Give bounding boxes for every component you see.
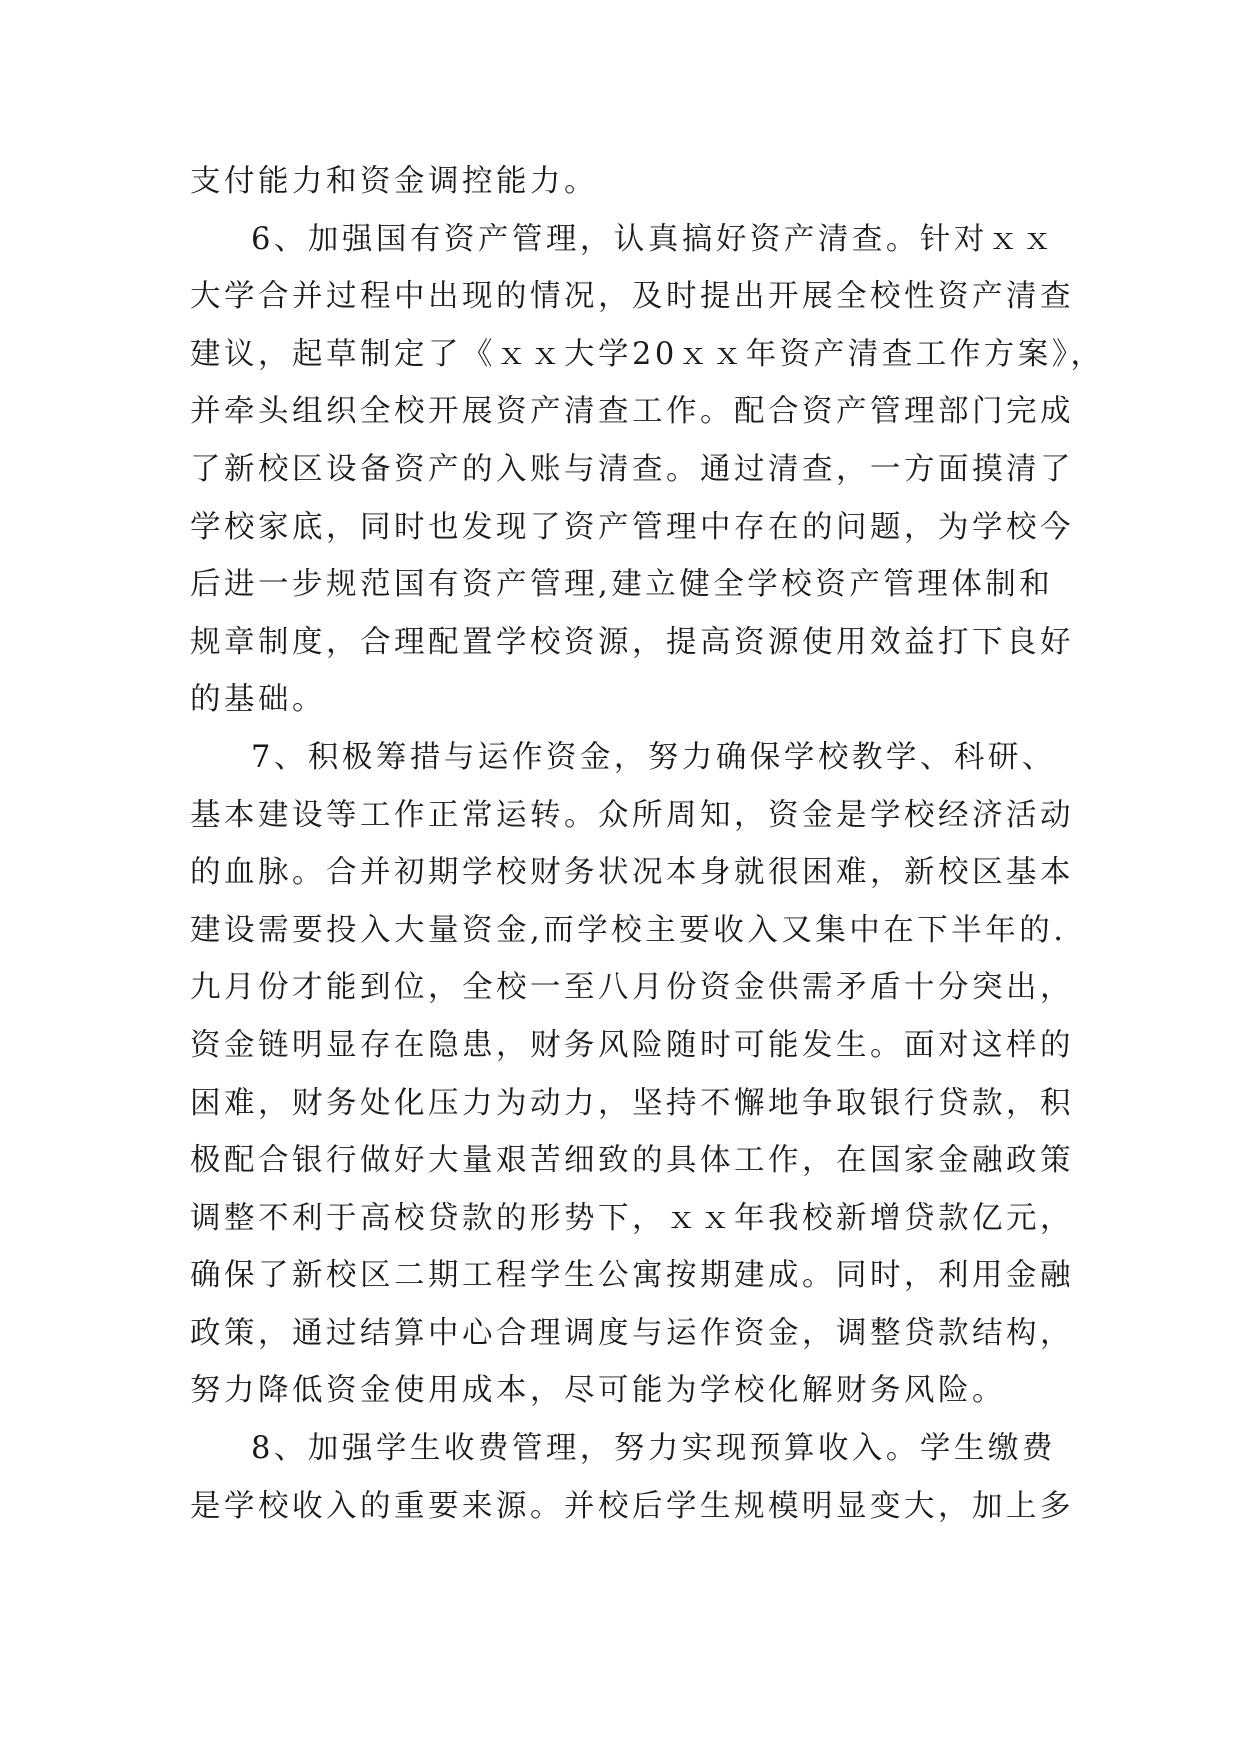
text-line: 的基础。 [190,682,326,718]
text-line: 大学合并过程中出现的情况，及时提出开展全校性资产清查 [190,279,1074,315]
text-line: 基本建设等工作正常运转。众所周知，资金是学校经济活动 [190,797,1074,833]
body-text [190,153,1105,1535]
paragraph-first-line: 8、加强学生收费管理，努力实现预算收入。学生缴费 [251,1431,1056,1467]
text-line: 努力降低资金使用成本，尽可能为学校化解财务风险。 [190,1373,1006,1409]
text-line: 确保了新校区二期工程学生公寓按期建成。同时，利用金融 [190,1258,1074,1294]
text-line: 规章制度，合理配置学校资源，提高资源使用效益打下良好 [190,624,1074,660]
text-line: 建设需要投入大量资金,而学校主要收入又集中在下半年的. [190,912,1067,948]
text-line: 调整不利于高校贷款的形势下，ｘｘ年我校新增贷款亿元， [190,1200,1074,1236]
paragraph-first-line: 7、积极筹措与运作资金，努力确保学校教学、科研、 [251,739,1056,775]
text-line: 极配合银行做好大量艰苦细致的具体工作，在国家金融政策 [190,1143,1074,1179]
text-line: 学校家底，同时也发现了资产管理中存在的问题，为学校今 [190,509,1074,545]
paragraph-first-line: 6、加强国有资产管理，认真搞好资产清查。针对ｘｘ [251,221,1056,257]
text-line: 后进一步规范国有资产管理,建立健全学校资产管理体制和 [190,567,1054,603]
text-line: 资金链明显存在隐患，财务风险随时可能发生。面对这样的 [190,1027,1074,1063]
text-line: 九月份才能到位，全校一至八月份资金供需矛盾十分突出， [190,970,1074,1006]
text-line: 建议，起草制定了《ｘｘ大学20ｘｘ年资产清查工作方案》， [190,336,1105,372]
text-line: 困难，财务处化压力为动力，坚持不懈地争取银行贷款，积 [190,1085,1074,1121]
text-line: 支付能力和资金调控能力。 [190,164,598,199]
text-line: 的血脉。合并初期学校财务状况本身就很困难，新校区基本 [190,855,1074,891]
text-line: 政策，通过结算中心合理调度与运作资金，调整贷款结构， [190,1315,1074,1351]
text-line: 是学校收入的重要来源。并校后学生规模明显变大，加上多 [190,1488,1074,1524]
text-line: 了新校区设备资产的入账与清查。通过清查，一方面摸清了 [190,451,1074,487]
text-line: 并牵头组织全校开展资产清查工作。配合资产管理部门完成 [190,394,1074,430]
